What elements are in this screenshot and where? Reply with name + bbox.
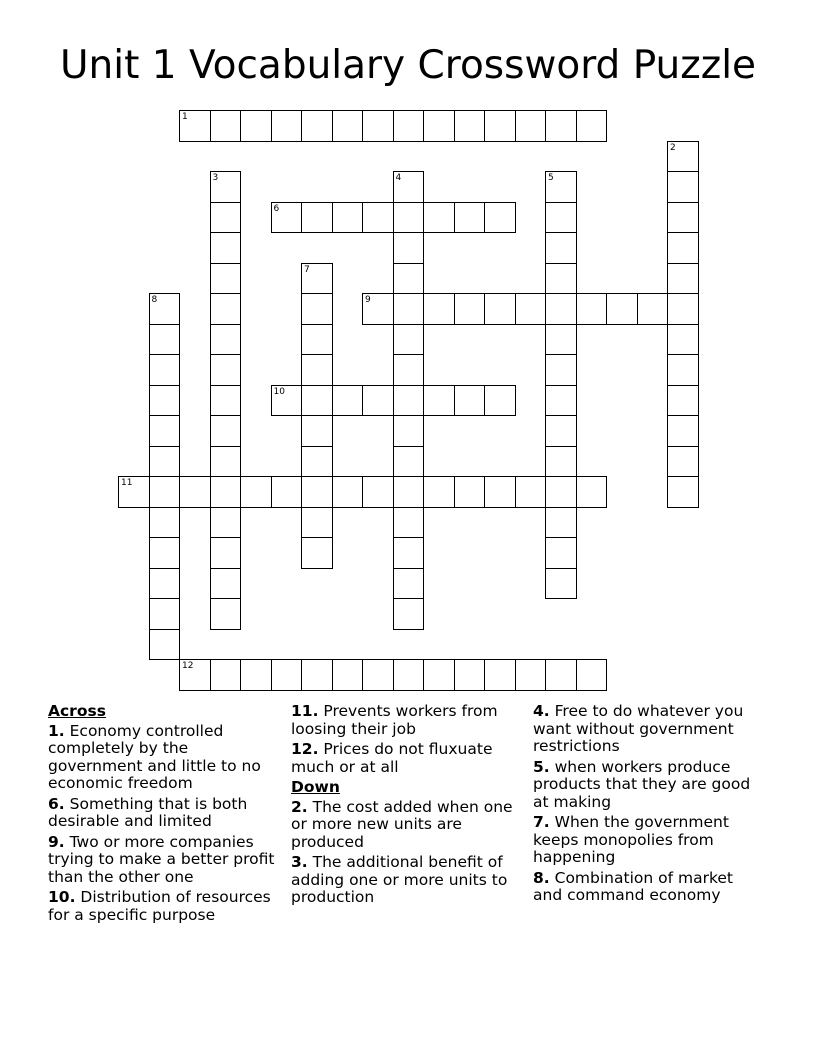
grid-cell[interactable] <box>576 476 608 508</box>
grid-cell[interactable] <box>179 110 211 142</box>
grid-cell[interactable] <box>423 202 455 234</box>
grid-cell[interactable] <box>271 202 303 234</box>
clue-across-12: 12. Prices do not fluxuate much or at all <box>291 740 493 776</box>
grid-cell[interactable] <box>423 476 455 508</box>
grid-cell[interactable] <box>515 659 547 691</box>
grid-cell[interactable] <box>667 141 699 173</box>
grid-cell[interactable] <box>149 354 181 386</box>
grid-cell[interactable] <box>332 659 364 691</box>
grid-cell[interactable] <box>149 537 181 569</box>
grid-cell[interactable] <box>393 659 425 691</box>
clues-column-3 <box>533 700 765 908</box>
grid-cell[interactable] <box>393 507 425 539</box>
grid-cell[interactable] <box>393 202 425 234</box>
grid-cell[interactable] <box>576 293 608 325</box>
grid-cell[interactable] <box>515 110 547 142</box>
grid-cell[interactable] <box>362 110 394 142</box>
grid-cell[interactable] <box>667 415 699 447</box>
grid-cell[interactable] <box>210 263 242 295</box>
grid-cell[interactable] <box>454 476 486 508</box>
grid-cell[interactable] <box>545 202 577 234</box>
clue-across-11: 11. Prevents workers from loosing their job <box>291 702 498 738</box>
grid-cell[interactable] <box>210 324 242 356</box>
grid-cell[interactable] <box>210 354 242 386</box>
grid-cell[interactable] <box>362 659 394 691</box>
clue-down-4: 4. Free to do whatever you want without government restrictions <box>533 702 744 755</box>
grid-cell[interactable] <box>301 110 333 142</box>
grid-cell[interactable] <box>454 293 486 325</box>
clue-down-5: 5. when workers produce products that they are good at making <box>533 757 751 811</box>
grid-cell[interactable] <box>332 202 364 234</box>
grid-cell[interactable] <box>393 263 425 295</box>
clue-number: 7 <box>304 264 310 275</box>
grid-cell[interactable] <box>271 110 303 142</box>
grid-cell[interactable] <box>118 476 150 508</box>
grid-cell[interactable] <box>301 385 333 417</box>
grid-cell[interactable] <box>210 598 242 630</box>
grid-cell[interactable] <box>271 385 303 417</box>
grid-cell[interactable] <box>423 385 455 417</box>
clue-across-6: 6. Something that is both desirable and limited <box>48 794 248 830</box>
across-heading: Across <box>48 702 106 720</box>
grid-cell[interactable] <box>210 446 242 478</box>
clue-number: 3 <box>212 173 219 183</box>
clue-down-8: 8. Combination of market and command economy <box>533 868 733 904</box>
grid-cell[interactable] <box>576 659 608 691</box>
grid-cell[interactable] <box>240 659 272 691</box>
grid-cell[interactable] <box>545 354 577 386</box>
clue-down-2: 2. The cost added when one or more new units are produced <box>291 797 513 851</box>
grid-cell[interactable] <box>210 232 242 264</box>
clue-down-3: 3. The additional benefit of adding one or more units to production <box>291 853 508 906</box>
grid-cell[interactable] <box>393 110 425 142</box>
grid-cell[interactable] <box>179 476 211 508</box>
grid-cell[interactable] <box>301 659 333 691</box>
grid-cell[interactable] <box>545 537 577 569</box>
grid-cell[interactable] <box>210 171 242 203</box>
grid-cell[interactable] <box>301 354 333 386</box>
grid-cell[interactable] <box>393 354 425 386</box>
clue-number: 6 <box>273 203 280 214</box>
grid-cell[interactable] <box>362 476 394 508</box>
grid-cell[interactable] <box>393 293 425 325</box>
grid-cell[interactable] <box>149 415 181 447</box>
grid-cell[interactable] <box>301 476 333 508</box>
clue-number: 9 <box>365 295 371 305</box>
grid-cell[interactable] <box>667 324 699 356</box>
grid-cell[interactable] <box>332 476 364 508</box>
grid-cell[interactable] <box>545 110 577 142</box>
grid-cell[interactable] <box>393 415 425 447</box>
grid-cell[interactable] <box>484 293 516 325</box>
grid-cell[interactable] <box>210 537 242 569</box>
grid-cell[interactable] <box>179 659 211 691</box>
grid-cell[interactable] <box>149 629 181 661</box>
clue-number: 12 <box>182 661 194 671</box>
grid-cell[interactable] <box>301 507 333 539</box>
grid-cell[interactable] <box>515 476 547 508</box>
grid-cell[interactable] <box>362 385 394 417</box>
grid-cell[interactable] <box>423 293 455 325</box>
grid-cell[interactable] <box>545 385 577 417</box>
grid-cell[interactable] <box>393 537 425 569</box>
grid-cell[interactable] <box>393 598 425 630</box>
grid-cell[interactable] <box>484 476 516 508</box>
grid-cell[interactable] <box>545 263 577 295</box>
grid-cell[interactable] <box>484 202 516 234</box>
grid-cell[interactable] <box>149 385 181 417</box>
grid-cell[interactable] <box>362 293 394 325</box>
grid-cell[interactable] <box>271 476 303 508</box>
grid-cell[interactable] <box>301 446 333 478</box>
grid-cell[interactable] <box>271 659 303 691</box>
grid-cell[interactable] <box>545 507 577 539</box>
grid-cell[interactable] <box>393 568 425 600</box>
page-title: Unit 1 Vocabulary Crossword Puzzle <box>59 43 757 88</box>
grid-cell[interactable] <box>393 385 425 417</box>
grid-cell[interactable] <box>393 476 425 508</box>
grid-cell[interactable] <box>606 293 638 325</box>
grid-cell[interactable] <box>667 171 699 203</box>
grid-cell[interactable] <box>667 232 699 264</box>
grid-cell[interactable] <box>210 293 242 325</box>
grid-cell[interactable] <box>240 476 272 508</box>
grid-cell[interactable] <box>454 110 486 142</box>
grid-cell[interactable] <box>210 476 242 508</box>
grid-cell[interactable] <box>484 659 516 691</box>
grid-cell[interactable] <box>149 568 181 600</box>
grid-cell[interactable] <box>454 202 486 234</box>
grid-cell[interactable] <box>637 293 669 325</box>
grid-cell[interactable] <box>210 507 242 539</box>
grid-cell[interactable] <box>545 324 577 356</box>
grid-cell[interactable] <box>210 202 242 234</box>
grid-cell[interactable] <box>545 415 577 447</box>
grid-cell[interactable] <box>667 263 699 295</box>
clues-column-1 <box>48 700 280 927</box>
grid-cell[interactable] <box>667 446 699 478</box>
grid-cell[interactable] <box>667 476 699 508</box>
grid-cell[interactable] <box>545 568 577 600</box>
clue-across-10: 10. Distribution of resources for a specific purpose <box>48 888 271 924</box>
grid-cell[interactable] <box>332 385 364 417</box>
grid-cell[interactable] <box>393 232 425 264</box>
grid-cell[interactable] <box>301 324 333 356</box>
down-heading: Down <box>291 778 340 796</box>
grid-cell[interactable] <box>149 507 181 539</box>
grid-cell[interactable] <box>210 415 242 447</box>
grid-cell[interactable] <box>149 476 181 508</box>
grid-cell[interactable] <box>545 232 577 264</box>
grid-cell[interactable] <box>210 659 242 691</box>
grid-cell[interactable] <box>667 293 699 325</box>
grid-cell[interactable] <box>393 446 425 478</box>
grid-cell[interactable] <box>210 568 242 600</box>
grid-cell[interactable] <box>545 659 577 691</box>
grid-cell[interactable] <box>454 659 486 691</box>
clue-number: 8 <box>151 295 158 305</box>
grid-cell[interactable] <box>484 385 516 417</box>
grid-cell[interactable] <box>576 110 608 142</box>
grid-cell[interactable] <box>667 385 699 417</box>
grid-cell[interactable] <box>240 110 272 142</box>
clue-number: 1 <box>182 112 188 122</box>
clue-number: 5 <box>548 173 554 183</box>
grid-cell[interactable] <box>149 324 181 356</box>
grid-cell[interactable] <box>454 385 486 417</box>
clue-number: 11 <box>121 478 133 488</box>
grid-cell[interactable] <box>545 293 577 325</box>
grid-cell[interactable] <box>393 324 425 356</box>
grid-cell[interactable] <box>301 293 333 325</box>
clue-down-7: 7. When the government keeps monopolies from happening <box>533 813 729 866</box>
grid-cell[interactable] <box>332 110 364 142</box>
grid-cell[interactable] <box>149 598 181 630</box>
grid-cell[interactable] <box>667 354 699 386</box>
clue-number: 4 <box>395 173 402 183</box>
clue-number: 2 <box>670 142 676 153</box>
grid-cell[interactable] <box>423 110 455 142</box>
grid-cell[interactable] <box>301 537 333 569</box>
grid-cell[interactable] <box>149 446 181 478</box>
grid-cell[interactable] <box>393 171 425 203</box>
grid-cell[interactable] <box>515 293 547 325</box>
grid-cell[interactable] <box>545 446 577 478</box>
grid-cell[interactable] <box>301 202 333 234</box>
grid-cell[interactable] <box>667 202 699 234</box>
grid-cell[interactable] <box>301 415 333 447</box>
clue-across-1: 1. Economy controlled completely by the government and little to no economic freedom <box>48 721 261 792</box>
grid-cell[interactable] <box>362 202 394 234</box>
grid-cell[interactable] <box>545 171 577 203</box>
grid-cell[interactable] <box>301 263 333 295</box>
grid-cell[interactable] <box>484 110 516 142</box>
clue-across-9: 9. Two or more companies trying to make a better profit than the other one <box>48 832 275 886</box>
clue-number: 10 <box>273 386 285 397</box>
grid-cell[interactable] <box>423 659 455 691</box>
grid-cell[interactable] <box>210 110 242 142</box>
grid-cell[interactable] <box>210 385 242 417</box>
grid-cell[interactable] <box>545 476 577 508</box>
clues-column-2 <box>291 700 523 910</box>
grid-cell[interactable] <box>149 293 181 325</box>
